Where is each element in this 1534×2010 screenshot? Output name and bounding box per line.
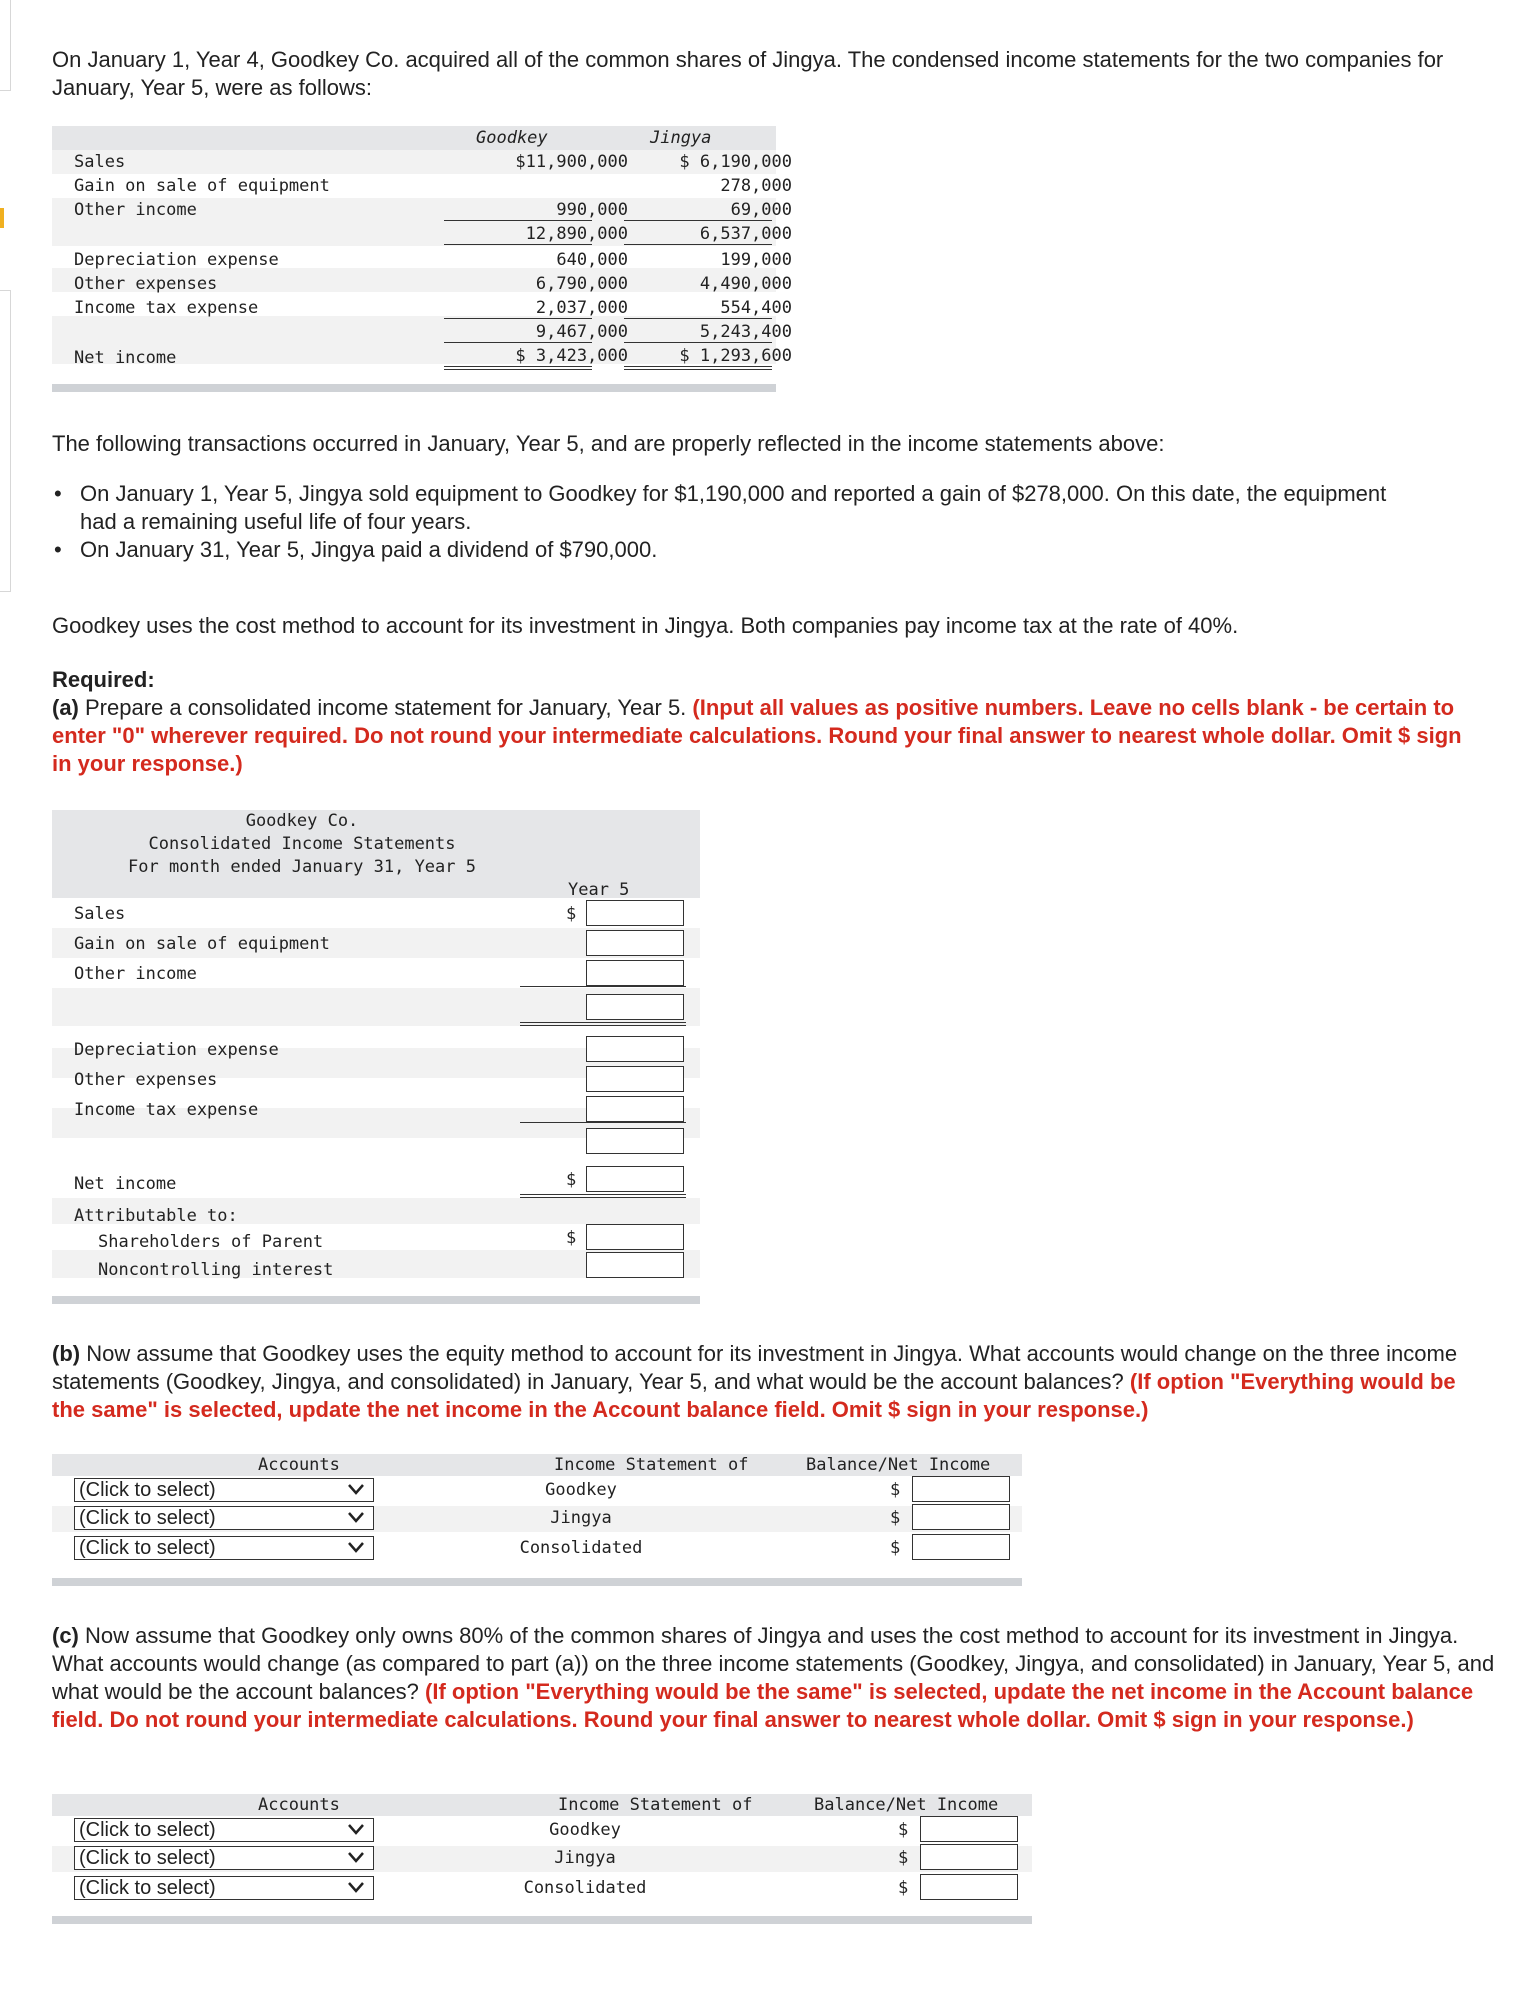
part-b-table (52, 1454, 1022, 1590)
sales-input[interactable] (586, 900, 684, 926)
chevron-down-icon (347, 1822, 365, 1836)
margin-marker (0, 208, 4, 228)
double-underline (520, 1022, 686, 1026)
label-depreciation: Depreciation expense (74, 250, 279, 270)
table-bottom-bar (52, 1916, 1032, 1924)
col-goodkey: Goodkey (476, 128, 548, 148)
part-c-text: Now assume that Goodkey only owns 80% of the common shares of Jingya and uses the cost method to account for its investment in Jingya. What accounts would change (as compared to part (a)) on the three income statements (Goodkey, Jingya, and consolidated) in January, Year 5, and what would be the account balances? (52, 1623, 1495, 1704)
underline (624, 244, 772, 245)
underline (520, 986, 686, 987)
part-c-instructions: (If option "Everything would be the same" is selected, update the net income in the Account balance field. Do not round your intermediate calculations. Round your final answer to nearest whole dollar. Omit $ sign in your response.) (52, 1679, 1474, 1732)
other-expenses-input[interactable] (586, 1066, 684, 1092)
select-placeholder: (Click to select) (79, 1537, 216, 1559)
dollar-sign: $ (566, 1228, 577, 1248)
statement-jingya: Jingya (550, 1508, 612, 1528)
select-placeholder: (Click to select) (79, 1507, 216, 1529)
double-underline (444, 366, 592, 370)
part-a-prompt (52, 694, 1482, 778)
depreciation-input[interactable] (586, 1036, 684, 1062)
label-depreciation: Depreciation expense (74, 1040, 279, 1060)
account-select[interactable] (74, 1846, 374, 1870)
goodkey-total-revenue: 12,890,000 (525, 224, 628, 244)
dollar-sign: $ (898, 1878, 909, 1898)
label-other-income: Other income (74, 200, 197, 220)
label-sales: Sales (74, 152, 126, 172)
col-year5: Year 5 (568, 880, 630, 900)
select-placeholder: (Click to select) (79, 1877, 216, 1899)
part-a-instructions: (Input all values as positive numbers. Leave no cells blank - be certain to enter "0" wherever required. Do not round your intermediate calculations. Round your final answer to nearest whole dollar. Omit $ sign in your response.) (52, 695, 1462, 776)
given-income-statements (52, 126, 792, 396)
other-income-input[interactable] (586, 960, 684, 986)
select-placeholder: (Click to select) (79, 1819, 216, 1841)
account-select[interactable] (74, 1478, 374, 1502)
margin-tick (0, 0, 11, 91)
label-income-tax: Income tax expense (74, 1100, 259, 1120)
statement-consolidated: Consolidated (519, 1538, 643, 1558)
total-expenses-input[interactable] (586, 1128, 684, 1154)
part-c-table (52, 1794, 1032, 1926)
label-income-tax: Income tax expense (74, 298, 259, 318)
transactions-intro: The following transactions occurred in January, Year 5, and are properly reflected in the income statements above: (52, 431, 1165, 456)
balance-input-goodkey[interactable] (912, 1476, 1010, 1502)
underline (444, 318, 592, 319)
col-income-statement-of: Income Statement of (558, 1795, 753, 1815)
balance-input-jingya[interactable] (920, 1844, 1018, 1870)
dollar-sign: $ (890, 1480, 901, 1500)
double-underline (624, 366, 772, 370)
underline (624, 220, 772, 221)
parent-share-input[interactable] (586, 1224, 684, 1250)
part-c-tag: (c) (52, 1623, 79, 1648)
col-accounts: Accounts (258, 1795, 340, 1815)
statement-title: Consolidated Income Statements (148, 834, 456, 854)
underline (624, 318, 772, 319)
consolidated-income-statement (52, 810, 700, 1306)
cost-method-text: Goodkey uses the cost method to account for its investment in Jingya. Both companies pay income tax at the rate of 40%. (52, 613, 1239, 638)
chevron-down-icon (347, 1482, 365, 1496)
part-b-tag: (b) (52, 1341, 81, 1366)
jingya-other-income: 69,000 (730, 200, 792, 220)
part-b-text: Now assume that Goodkey uses the equity method to account for its investment in Jingya. What accounts would change on the three income statements (Goodkey, Jingya, and consolidated) in January, Year 5, and what would be the account balances? (52, 1341, 1458, 1394)
col-balance-net-income: Balance/Net Income (814, 1795, 999, 1815)
col-jingya: Jingya (650, 128, 712, 148)
select-placeholder: (Click to select) (79, 1479, 216, 1501)
label-shareholders-parent: Shareholders of Parent (98, 1232, 324, 1252)
label-noncontrolling: Noncontrolling interest (98, 1260, 334, 1280)
goodkey-income-tax: 2,037,000 (535, 298, 628, 318)
account-select[interactable] (74, 1536, 374, 1560)
jingya-total-revenue: 6,537,000 (699, 224, 792, 244)
jingya-sales: $ 6,190,000 (679, 152, 792, 172)
balance-input-consolidated[interactable] (912, 1534, 1010, 1560)
goodkey-other-expenses: 6,790,000 (535, 274, 628, 294)
net-income-input[interactable] (586, 1166, 684, 1192)
margin-tick (0, 290, 11, 592)
part-b-instructions: (If option "Everything would be the same" is selected, update the net income in the Account balance field. Omit $ sign in your response.) (52, 1369, 1456, 1422)
goodkey-total-expenses: 9,467,000 (535, 322, 628, 342)
label-gain: Gain on sale of equipment (74, 934, 330, 954)
label-other-expenses: Other expenses (74, 1070, 218, 1090)
statement-goodkey: Goodkey (545, 1480, 617, 1500)
table-bottom-bar (52, 1578, 1022, 1586)
jingya-total-expenses: 5,243,400 (699, 322, 792, 342)
company-name: Goodkey Co. (245, 811, 359, 831)
dollar-sign: $ (890, 1538, 901, 1558)
table-bottom-bar (52, 384, 776, 392)
goodkey-depreciation: 640,000 (556, 250, 628, 270)
part-c-prompt (52, 1622, 1502, 1734)
chevron-down-icon (347, 1850, 365, 1864)
col-balance-net-income: Balance/Net Income (806, 1455, 991, 1475)
statement-goodkey: Goodkey (549, 1820, 621, 1840)
select-placeholder: (Click to select) (79, 1847, 216, 1869)
table-bottom-bar (52, 1296, 700, 1304)
col-accounts: Accounts (258, 1455, 340, 1475)
part-b-prompt (52, 1340, 1492, 1424)
label-other-income: Other income (74, 964, 197, 984)
jingya-depreciation: 199,000 (720, 250, 792, 270)
transactions-list (52, 480, 1412, 564)
label-net-income: Net income (74, 348, 177, 368)
col-income-statement-of: Income Statement of (554, 1455, 749, 1475)
bullet-item: • On January 31, Year 5, Jingya paid a dividend of $790,000. (52, 536, 1412, 564)
underline (520, 1122, 686, 1123)
label-attributable-to: Attributable to: (74, 1206, 238, 1226)
chevron-down-icon (347, 1510, 365, 1524)
goodkey-other-income: 990,000 (556, 200, 628, 220)
statement-period: For month ended January 31, Year 5 (128, 857, 476, 877)
left-margin (0, 0, 10, 2010)
jingya-other-expenses: 4,490,000 (699, 274, 792, 294)
gain-input[interactable] (586, 930, 684, 956)
balance-input-goodkey[interactable] (920, 1816, 1018, 1842)
jingya-net-income: $ 1,293,600 (679, 346, 792, 366)
underline (624, 342, 772, 343)
label-other-expenses: Other expenses (74, 274, 218, 294)
income-tax-input[interactable] (586, 1096, 684, 1122)
underline (444, 342, 592, 343)
label-net-income: Net income (74, 1174, 177, 1194)
balance-input-jingya[interactable] (912, 1504, 1010, 1530)
underline (444, 244, 592, 245)
chevron-down-icon (347, 1880, 365, 1894)
dollar-sign: $ (566, 904, 577, 924)
balance-input-consolidated[interactable] (920, 1874, 1018, 1900)
part-a-text: Prepare a consolidated income statement for January, Year 5. (78, 695, 693, 720)
jingya-income-tax: 554,400 (720, 298, 792, 318)
dollar-sign: $ (898, 1848, 909, 1868)
bullet-item: • On January 1, Year 5, Jingya sold equipment to Goodkey for $1,190,000 and reported a gain of $278,000. On this date, the equipment had a remaining useful life of four years. (52, 480, 1412, 536)
double-underline (520, 1194, 686, 1198)
intro-text: On January 1, Year 4, Goodkey Co. acquired all of the common shares of Jingya. The condensed income statements for the two companies for January, Year 5, were as follows: (52, 47, 1444, 100)
total-revenue-input[interactable] (586, 994, 684, 1020)
label-gain: Gain on sale of equipment (74, 176, 330, 196)
dollar-sign: $ (898, 1820, 909, 1840)
jingya-gain: 278,000 (720, 176, 792, 196)
underline (444, 220, 592, 221)
goodkey-net-income: $ 3,423,000 (515, 346, 628, 366)
statement-consolidated: Consolidated (523, 1878, 647, 1898)
nci-input[interactable] (586, 1252, 684, 1278)
goodkey-sales: $11,900,000 (515, 152, 628, 172)
account-select[interactable] (74, 1506, 374, 1530)
required-label: Required: (52, 667, 155, 692)
chevron-down-icon (347, 1540, 365, 1554)
dollar-sign: $ (566, 1170, 577, 1190)
dollar-sign: $ (890, 1508, 901, 1528)
label-sales: Sales (74, 904, 126, 924)
account-select[interactable] (74, 1818, 374, 1842)
part-a-tag: (a) (52, 695, 79, 720)
account-select[interactable] (74, 1876, 374, 1900)
statement-jingya: Jingya (554, 1848, 616, 1868)
